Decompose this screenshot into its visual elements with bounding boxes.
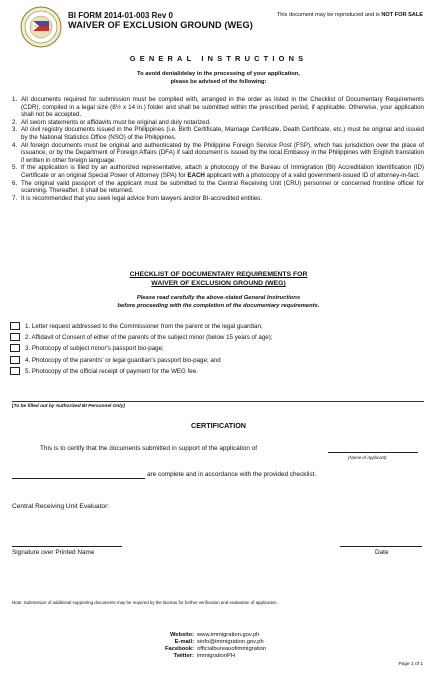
general-instructions-heading: GENERAL INSTRUCTIONS xyxy=(129,54,308,63)
date-field[interactable] xyxy=(340,538,422,547)
instruction-item: 4. All foreign documents must be original and authenticated by the Philippine Foreign Service Post (FSP), which has jurisdiction over the place of issuance, or by the Department of Foreign Affairs (DFA) if said document is issued by the local Embassy in the Philippines with English translation if written in other foreign language. xyxy=(12,141,424,164)
bureau-seal-icon xyxy=(20,6,62,48)
form-number: BI FORM 2014-01-003 Rev 0 xyxy=(68,11,173,20)
instruction-item: 5. If the application is filed by an authorized representative, attach a photocopy of the Bureau of Immigration (BI) Accreditation Identification (ID) Certificate or an original Special Power of Attorney (SPA) for EACH applicant with a photocopy of a valid government-issued ID of attorney-in-fact. xyxy=(12,164,424,179)
certification-heading: CERTIFICATION xyxy=(191,421,246,430)
instructions-intro: To avoid denial/delay in the processing of your application, please be advised of the following: xyxy=(137,71,300,85)
instruction-item: 2. All sworn statements or affidavits must be original and duly notarized. xyxy=(12,118,211,126)
checklist-checkbox[interactable] xyxy=(10,333,20,341)
instruction-item: 3. All civil registry documents issued in the Philippines (i.e. Birth Certificate, Marriage Certificate, Death Certificate, etc.) must be original and issued by the National Statistics Office (NSO) of the Philippines. xyxy=(12,126,424,141)
reproduction-note: This document may be reproduced and is NOT FOR SALE xyxy=(276,12,423,18)
checklist-item: 3. Photocopy of subject minor's passport bio-page; xyxy=(10,344,425,355)
authorized-personnel-note: [To be filled out by Authorized BI Personnel Only] xyxy=(12,404,125,409)
twitter-link[interactable]: immigrationPH xyxy=(197,653,236,659)
applicant-name-label: (Name of Applicant) xyxy=(348,455,387,460)
evaluator-label: Central Receiving Unit Evaluator: xyxy=(12,503,110,510)
email-link[interactable]: xinfo@immigration.gov.ph xyxy=(197,639,264,645)
checklist-item: 2. Affidavit of Consent of either of the parents of the subject minor (below 15 years of age); xyxy=(10,333,425,344)
checklist xyxy=(10,322,425,378)
applicant-name-field-continued[interactable] xyxy=(12,470,145,479)
contact-info: Website: www.immigration.gov.ph E-mail: xinfo@immigration.gov.ph Facebook: officialbureauofimmigration Twitter: immigrationPH xyxy=(165,632,267,659)
checklist-item: 4. Photocopy of the parent/s' or legal guardian's passport bio-page; and xyxy=(10,356,425,367)
not-for-sale-text: NOT FOR SALE xyxy=(381,12,423,18)
signature-label: Signature over Printed Name xyxy=(12,549,95,556)
checklist-title: CHECKLIST OF DOCUMENTARY REQUIREMENTS FOR WAIVER OF EXCLUSION GROUND (WEG) xyxy=(129,271,308,287)
form-title: WAIVER OF EXCLUSION GROUND (WEG) xyxy=(68,20,253,30)
footer-note: Note: Submission of additional supporting documents may be required by the Bureau for further verification and evaluation of application. xyxy=(12,600,278,605)
date-label: Date xyxy=(375,549,389,556)
checklist-checkbox[interactable] xyxy=(10,356,20,364)
certification-text-continued: are complete and in accordance with the provided checklist. xyxy=(147,471,317,478)
checklist-item: 5. Photocopy of the official receipt of payment for the WEG fee. xyxy=(10,367,425,378)
website-link[interactable]: www.immigration.gov.ph xyxy=(197,632,260,638)
instruction-item: 7. It is recommended that you seek legal advice from lawyers and/or BI-accredited entities. xyxy=(12,194,263,202)
checklist-item: 1. Letter request addressed to the Commissioner from the parent or the legal guardian; xyxy=(10,322,425,333)
signature-field[interactable] xyxy=(12,538,122,547)
applicant-name-field[interactable] xyxy=(328,444,418,453)
checklist-checkbox[interactable] xyxy=(10,322,20,330)
checklist-subtitle: Please read carefully the above-stated General Instructions before proceeding with the completion of the documentary requirements. xyxy=(117,295,320,309)
certification-text: This is to certify that the documents submitted in support of the application of xyxy=(40,445,258,452)
instructions-list xyxy=(12,96,424,202)
section-divider xyxy=(12,401,424,402)
instruction-item: 1. All documents required for submission must be complied with, arranged in the order as listed in the Checklist of Documentary Requirements (CDR), compiled in a legal size (8½ x 14 in.) folder and shall be submitted within the prescribed period, if applicable. Otherwise, your application shall not be accepted. xyxy=(12,96,424,119)
instruction-item: 6. The original valid passport of the applicant must be submitted to the Central Receiving Unit (CRU) personnel or concerned frontline officer for scanning. Thereafter, it shall be returned. xyxy=(12,179,424,195)
checklist-checkbox[interactable] xyxy=(10,367,20,375)
page-number: Page 1 of 1 xyxy=(398,662,423,667)
facebook-link[interactable]: officialbureauofimmigration xyxy=(197,646,267,652)
checklist-checkbox[interactable] xyxy=(10,344,20,352)
